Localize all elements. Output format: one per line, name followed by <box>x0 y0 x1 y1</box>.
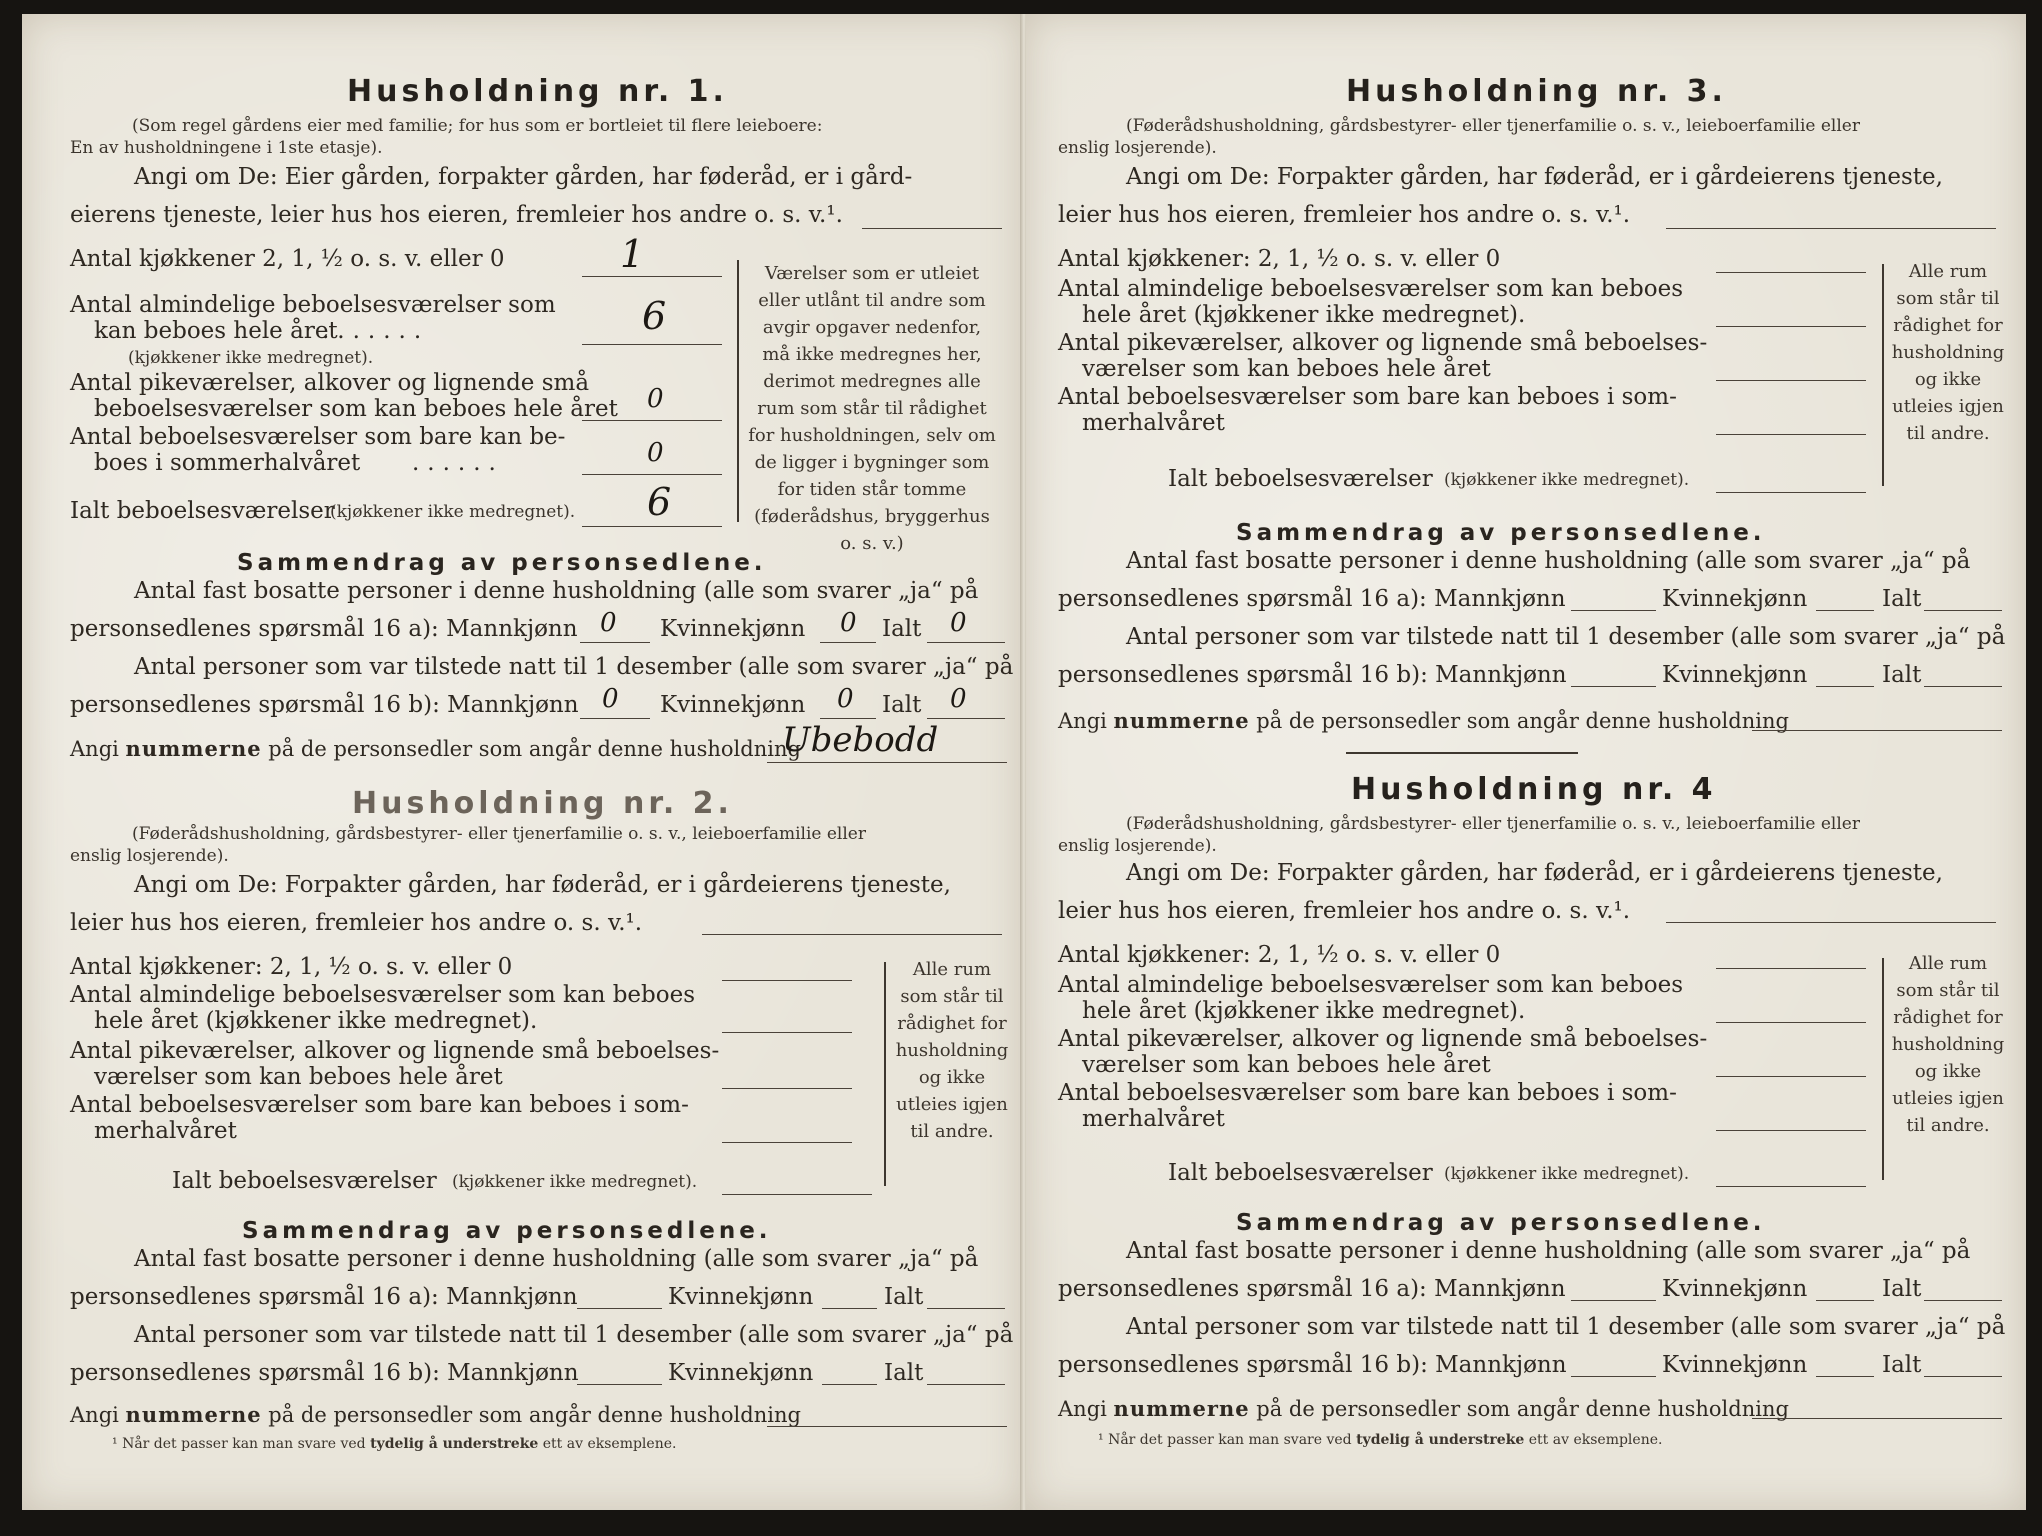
h2-angi-1: Angi om De: Forpakter gården, har føderåd, er i gårdeierens tjeneste, <box>134 872 951 898</box>
h2-natt-k-line <box>822 1384 877 1385</box>
h3-natt-i-line <box>1924 686 2002 687</box>
h3-pike-label-1: Antal pikeværelser, alkover og lignende små beboelses- <box>1058 330 1708 356</box>
h3-fast-i-line <box>1924 610 2002 611</box>
h1-ialt-label: Ialt beboelsesværelser <box>70 498 335 524</box>
h2-natt-ialt: Ialt <box>884 1360 924 1386</box>
h2-natt-kvinne: Kvinnekjønn <box>668 1360 814 1386</box>
h3-natt-1: Antal personer som var tilstede natt til 1 desember (alle som svarer „ja“ på <box>1126 624 2006 650</box>
h4-natt-m-line <box>1571 1376 1656 1377</box>
h3-summary-title: Sammendrag av personsedlene. <box>1236 520 1766 546</box>
h3-angi-line <box>1666 228 1996 229</box>
h1-alm-label-2: kan beboes hele året <box>94 318 338 344</box>
h2-angi-2: leier hus hos eieren, fremleier hos andre o. s. v.¹. <box>70 910 643 936</box>
h4-intro-1: (Føderådshusholdning, gårdsbestyrer- eller tjenerfamilie o. s. v., leieboerfamilie eller <box>1126 814 1860 834</box>
h3-natt-ialt: Ialt <box>1882 662 1922 688</box>
h1-natt-2: personsedlenes spørsmål 16 b): Mannkjønn <box>70 692 579 718</box>
h1-pike-value: 0 <box>647 384 664 414</box>
h1-fast-k-value: 0 <box>840 608 857 638</box>
h1-fast-1: Antal fast bosatte personer i denne husholdning (alle som svarer „ja“ på <box>134 578 979 604</box>
h4-angi-1: Angi om De: Forpakter gården, har føderåd, er i gårdeierens tjeneste, <box>1126 860 1943 886</box>
h3-nummerne-b: nummerne <box>1113 708 1250 733</box>
h1-sommer-label-2: boes i sommerhalvåret <box>94 450 361 476</box>
h2-side-note: Alle rum som står til rådighet for husholdning og ikke utleies igjen til andre. <box>895 959 1009 1142</box>
h1-alm-label-1: Antal almindelige beboelsesværelser som <box>70 292 556 318</box>
h2-fast-kvinne: Kvinnekjønn <box>668 1284 814 1310</box>
h1-alm-label-3: (kjøkkener ikke medregnet). <box>128 348 374 368</box>
h4-nummerne-b: nummerne <box>1113 1396 1250 1421</box>
h4-sommer-line <box>1716 1130 1866 1131</box>
h3-side-note: Alle rum som står til rådighet for husholdning og ikke utleies igjen til andre. <box>1891 261 2005 444</box>
h4-ialt-label: Ialt beboelsesværelser <box>1168 1160 1433 1186</box>
h1-fast-m-value: 0 <box>600 608 617 638</box>
h1-nummerne-c: på de personsedler som angår denne husholdning <box>268 737 801 761</box>
h2-pike-line <box>722 1088 852 1089</box>
h4-footnote-a: ¹ Når det passer kan man svare ved <box>1098 1432 1352 1448</box>
h1-sommer-line <box>582 474 722 475</box>
h1-natt-i-line <box>927 718 1005 719</box>
h3-fast-m-line <box>1571 610 1656 611</box>
h1-natt-k-line <box>820 718 876 719</box>
h4-summary-title: Sammendrag av personsedlene. <box>1236 1210 1766 1236</box>
h4-ialt-note: (kjøkkener ikke medregnet). <box>1444 1164 1690 1184</box>
h2-pike-label-2: værelser som kan beboes hele året <box>94 1064 503 1090</box>
h1-summary-title: Sammendrag av personsedlene. <box>237 550 767 576</box>
h1-pike-line <box>582 420 722 421</box>
h3-sommer-label-2: merhalvåret <box>1082 410 1225 436</box>
h4-natt-kvinne: Kvinnekjønn <box>1662 1352 1808 1378</box>
h1-brace <box>737 260 739 522</box>
h3-brace <box>1882 264 1884 486</box>
h4-nummerne-c: på de personsedler som angår denne husholdning <box>1256 1397 1789 1421</box>
h2-fast-1: Antal fast bosatte personer i denne husholdning (alle som svarer „ja“ på <box>134 1246 979 1272</box>
right-page <box>1026 14 2026 1510</box>
h4-fast-2: personsedlenes spørsmål 16 a): Mannkjønn <box>1058 1276 1566 1302</box>
h1-kjokkener-value: 1 <box>620 232 645 276</box>
h2-natt-m-line <box>577 1384 662 1385</box>
h1-side-note: Værelser som er utleiet eller utlånt til andre som avgir opgaver nedenfor, må ikke medregnes her, derimot medregnes alle rum som står til rådighet for husholdningen, selv om de ligger i bygninger som for tiden står tomme (føderådshus, bryggerhus o. s. v.) <box>748 263 996 554</box>
h1-pike-label-2: beboelsesværelser som kan beboes hele året <box>94 396 618 422</box>
h4-footnote-b: tydelig å understreke <box>1356 1432 1525 1448</box>
h3-nummerne-c: på de personsedler som angår denne husholdning <box>1256 709 1789 733</box>
h1-nummerne-b: nummerne <box>125 736 262 761</box>
section-separator <box>1346 752 1578 754</box>
h2-fast-2: personsedlenes spørsmål 16 a): Mannkjønn <box>70 1284 578 1310</box>
h2-fast-i-line <box>927 1308 1005 1309</box>
h3-natt-kvinne: Kvinnekjønn <box>1662 662 1808 688</box>
h3-fast-kvinne: Kvinnekjønn <box>1662 586 1808 612</box>
h3-intro-1: (Føderådshusholdning, gårdsbestyrer- eller tjenerfamilie o. s. v., leieboerfamilie eller <box>1126 116 1860 136</box>
h1-pike-label-1: Antal pikeværelser, alkover og lignende små <box>70 370 590 396</box>
h4-kjokkener-line <box>1716 968 1866 969</box>
h1-ialt-line <box>582 526 722 527</box>
h1-nummerne <box>70 736 801 761</box>
h4-alm-line <box>1716 1022 1866 1023</box>
h4-alm-label-1: Antal almindelige beboelsesværelser som kan beboes <box>1058 972 1684 998</box>
h2-nummerne-c: på de personsedler som angår denne husholdning <box>268 1403 801 1427</box>
h2-kjokkener-line <box>722 980 852 981</box>
h2-footnote-a: ¹ Når det passer kan man svare ved <box>112 1436 366 1452</box>
h2-natt-2: personsedlenes spørsmål 16 b): Mannkjønn <box>70 1360 579 1386</box>
h4-sommer-label-2: merhalvåret <box>1082 1106 1225 1132</box>
h3-kjokkener-line <box>1716 272 1866 273</box>
h2-fast-m-line <box>577 1308 662 1309</box>
h1-fast-i-line <box>927 642 1005 643</box>
h2-footnote <box>112 1436 676 1452</box>
h1-alm-value: 6 <box>642 294 667 338</box>
h4-natt-i-line <box>1924 1376 2002 1377</box>
h1-nummerne-value: Ubebodd <box>782 720 939 760</box>
h1-intro-1: (Som regel gårdens eier med familie; for hus som er bortleiet til flere leieboere: <box>132 116 823 136</box>
h1-kjokkener-line <box>582 276 722 277</box>
h4-nummerne-line <box>1752 1418 2002 1419</box>
h2-alm-line <box>722 1032 852 1033</box>
h2-fast-k-line <box>822 1308 877 1309</box>
h4-kjokkener-label: Antal kjøkkener: 2, 1, ½ o. s. v. eller 0 <box>1058 942 1501 968</box>
h3-angi-2: leier hus hos eieren, fremleier hos andre o. s. v.¹. <box>1058 202 1631 228</box>
h3-fast-1: Antal fast bosatte personer i denne husholdning (alle som svarer „ja“ på <box>1126 548 1971 574</box>
h1-intro-2: En av husholdningene i 1ste etasje). <box>70 138 383 158</box>
h3-natt-m-line <box>1571 686 1656 687</box>
h1-sommer-dots: ...... <box>412 450 504 476</box>
h1-natt-m-value: 0 <box>602 684 619 714</box>
h1-alm-line <box>582 344 722 345</box>
h3-nummerne-a: Angi <box>1058 709 1107 733</box>
h2-natt-i-line <box>927 1384 1005 1385</box>
h1-nummerne-a: Angi <box>70 737 119 761</box>
h4-title: Husholdning nr. 4 <box>1351 772 1717 807</box>
h4-fast-k-line <box>1816 1300 1874 1301</box>
h2-footnote-c: ett av eksemplene. <box>542 1436 677 1452</box>
h4-natt-ialt: Ialt <box>1882 1352 1922 1378</box>
h2-natt-1: Antal personer som var tilstede natt til 1 desember (alle som svarer „ja“ på <box>134 1322 1014 1348</box>
h2-nummerne-line <box>767 1426 1007 1427</box>
h2-summary-title: Sammendrag av personsedlene. <box>242 1218 772 1244</box>
h3-natt-2: personsedlenes spørsmål 16 b): Mannkjønn <box>1058 662 1567 688</box>
h4-fast-kvinne: Kvinnekjønn <box>1662 1276 1808 1302</box>
h3-fast-2: personsedlenes spørsmål 16 a): Mannkjønn <box>1058 586 1566 612</box>
h4-fast-i-line <box>1924 1300 2002 1301</box>
h4-footnote <box>1098 1432 1662 1448</box>
h2-fast-ialt: Ialt <box>884 1284 924 1310</box>
h1-alm-dots: ....... <box>322 318 430 344</box>
h2-sommer-label-2: merhalvåret <box>94 1118 237 1144</box>
h2-alm-label-1: Antal almindelige beboelsesværelser som kan beboes <box>70 982 696 1008</box>
h3-nummerne-line <box>1752 730 2002 731</box>
h3-title: Husholdning nr. 3. <box>1346 74 1727 109</box>
h4-angi-line <box>1666 922 1996 923</box>
h2-sommer-label-1: Antal beboelsesværelser som bare kan beboes i som- <box>70 1092 689 1118</box>
h1-fast-ialt: Ialt <box>882 616 922 642</box>
h3-alm-label-1: Antal almindelige beboelsesværelser som kan beboes <box>1058 276 1684 302</box>
h1-angi-1: Angi om De: Eier gården, forpakter gården, har føderåd, er i gård- <box>134 164 913 190</box>
h2-nummerne-b: nummerne <box>125 1402 262 1427</box>
h4-nummerne-a: Angi <box>1058 1397 1107 1421</box>
h1-ialt-note: (kjøkkener ikke medregnet). <box>330 502 576 522</box>
h3-ialt-label: Ialt beboelsesværelser <box>1168 466 1433 492</box>
h4-fast-ialt: Ialt <box>1882 1276 1922 1302</box>
h4-natt-1: Antal personer som var tilstede natt til 1 desember (alle som svarer „ja“ på <box>1126 1314 2006 1340</box>
h1-fast-k-line <box>820 642 876 643</box>
h1-fast-kvinne: Kvinnekjønn <box>660 616 806 642</box>
h4-sommer-label-1: Antal beboelsesværelser som bare kan beboes i som- <box>1058 1080 1677 1106</box>
h3-intro-2: enslig losjerende). <box>1058 138 1217 158</box>
h3-ialt-note: (kjøkkener ikke medregnet). <box>1444 470 1690 490</box>
h4-fast-1: Antal fast bosatte personer i denne husholdning (alle som svarer „ja“ på <box>1126 1238 1971 1264</box>
h4-ialt-line <box>1716 1186 1866 1187</box>
h4-angi-2: leier hus hos eieren, fremleier hos andre o. s. v.¹. <box>1058 898 1631 924</box>
h1-natt-ialt: Ialt <box>882 692 922 718</box>
h2-nummerne <box>70 1402 801 1427</box>
h3-sommer-line <box>1716 434 1866 435</box>
h2-brace <box>884 962 886 1186</box>
h3-pike-line <box>1716 380 1866 381</box>
h1-natt-i-value: 0 <box>950 684 967 714</box>
h1-ialt-value: 6 <box>647 480 672 524</box>
h1-sommer-value: 0 <box>647 438 664 468</box>
h3-alm-line <box>1716 326 1866 327</box>
h1-natt-k-value: 0 <box>837 684 854 714</box>
h4-brace <box>1882 958 1884 1180</box>
h2-angi-line <box>702 934 1002 935</box>
h2-intro-2: enslig losjerende). <box>70 846 229 866</box>
h1-kjokkener-label: Antal kjøkkener 2, 1, ½ o. s. v. eller 0 <box>70 246 505 272</box>
h3-ialt-line <box>1716 492 1866 493</box>
h4-natt-k-line <box>1816 1376 1874 1377</box>
h3-alm-label-2: hele året (kjøkkener ikke medregnet). <box>1082 302 1526 328</box>
h4-side-note: Alle rum som står til rådighet for husholdning og ikke utleies igjen til andre. <box>1891 953 2005 1136</box>
h1-nummerne-line <box>767 762 1007 763</box>
h2-ialt-line <box>722 1194 872 1195</box>
h1-fast-i-value: 0 <box>950 608 967 638</box>
h2-kjokkener-label: Antal kjøkkener: 2, 1, ½ o. s. v. eller 0 <box>70 954 513 980</box>
h3-angi-1: Angi om De: Forpakter gården, har føderåd, er i gårdeierens tjeneste, <box>1126 164 1943 190</box>
h4-pike-label-2: værelser som kan beboes hele året <box>1082 1052 1491 1078</box>
h1-fast-2: personsedlenes spørsmål 16 a): Mannkjønn <box>70 616 578 642</box>
left-page <box>22 14 1022 1510</box>
h2-footnote-b: tydelig å understreke <box>370 1436 539 1452</box>
h2-pike-label-1: Antal pikeværelser, alkover og lignende små beboelses- <box>70 1038 720 1064</box>
h3-nummerne <box>1058 708 1789 733</box>
h1-angi-2: eierens tjeneste, leier hus hos eieren, fremleier hos andre o. s. v.¹. <box>70 202 843 228</box>
h1-natt-m-line <box>580 718 650 719</box>
h4-footnote-c: ett av eksemplene. <box>1528 1432 1663 1448</box>
h1-sommer-label-1: Antal beboelsesværelser som bare kan be- <box>70 424 566 450</box>
h3-sommer-label-1: Antal beboelsesværelser som bare kan beboes i som- <box>1058 384 1677 410</box>
h2-title: Husholdning nr. 2. <box>352 786 733 821</box>
h2-alm-label-2: hele året (kjøkkener ikke medregnet). <box>94 1008 538 1034</box>
h1-title: Husholdning nr. 1. <box>347 74 728 109</box>
h4-nummerne <box>1058 1396 1789 1421</box>
h2-ialt-note: (kjøkkener ikke medregnet). <box>452 1172 698 1192</box>
h4-pike-label-1: Antal pikeværelser, alkover og lignende små beboelses- <box>1058 1026 1708 1052</box>
h4-intro-2: enslig losjerende). <box>1058 836 1217 856</box>
h3-kjokkener-label: Antal kjøkkener: 2, 1, ½ o. s. v. eller 0 <box>1058 246 1501 272</box>
h2-intro-1: (Føderådshusholdning, gårdsbestyrer- eller tjenerfamilie o. s. v., leieboerfamilie eller <box>132 824 866 844</box>
h1-natt-kvinne: Kvinnekjønn <box>660 692 806 718</box>
h4-fast-m-line <box>1571 1300 1656 1301</box>
h2-sommer-line <box>722 1142 852 1143</box>
h4-natt-2: personsedlenes spørsmål 16 b): Mannkjønn <box>1058 1352 1567 1378</box>
h3-fast-k-line <box>1816 610 1874 611</box>
h3-natt-k-line <box>1816 686 1874 687</box>
h2-nummerne-a: Angi <box>70 1403 119 1427</box>
h3-pike-label-2: værelser som kan beboes hele året <box>1082 356 1491 382</box>
h2-ialt-label: Ialt beboelsesværelser <box>172 1168 437 1194</box>
h1-fast-m-line <box>580 642 650 643</box>
h3-fast-ialt: Ialt <box>1882 586 1922 612</box>
h1-natt-1: Antal personer som var tilstede natt til 1 desember (alle som svarer „ja“ på <box>134 654 1014 680</box>
h1-angi-line <box>862 228 1002 229</box>
h4-alm-label-2: hele året (kjøkkener ikke medregnet). <box>1082 998 1526 1024</box>
h4-pike-line <box>1716 1076 1866 1077</box>
